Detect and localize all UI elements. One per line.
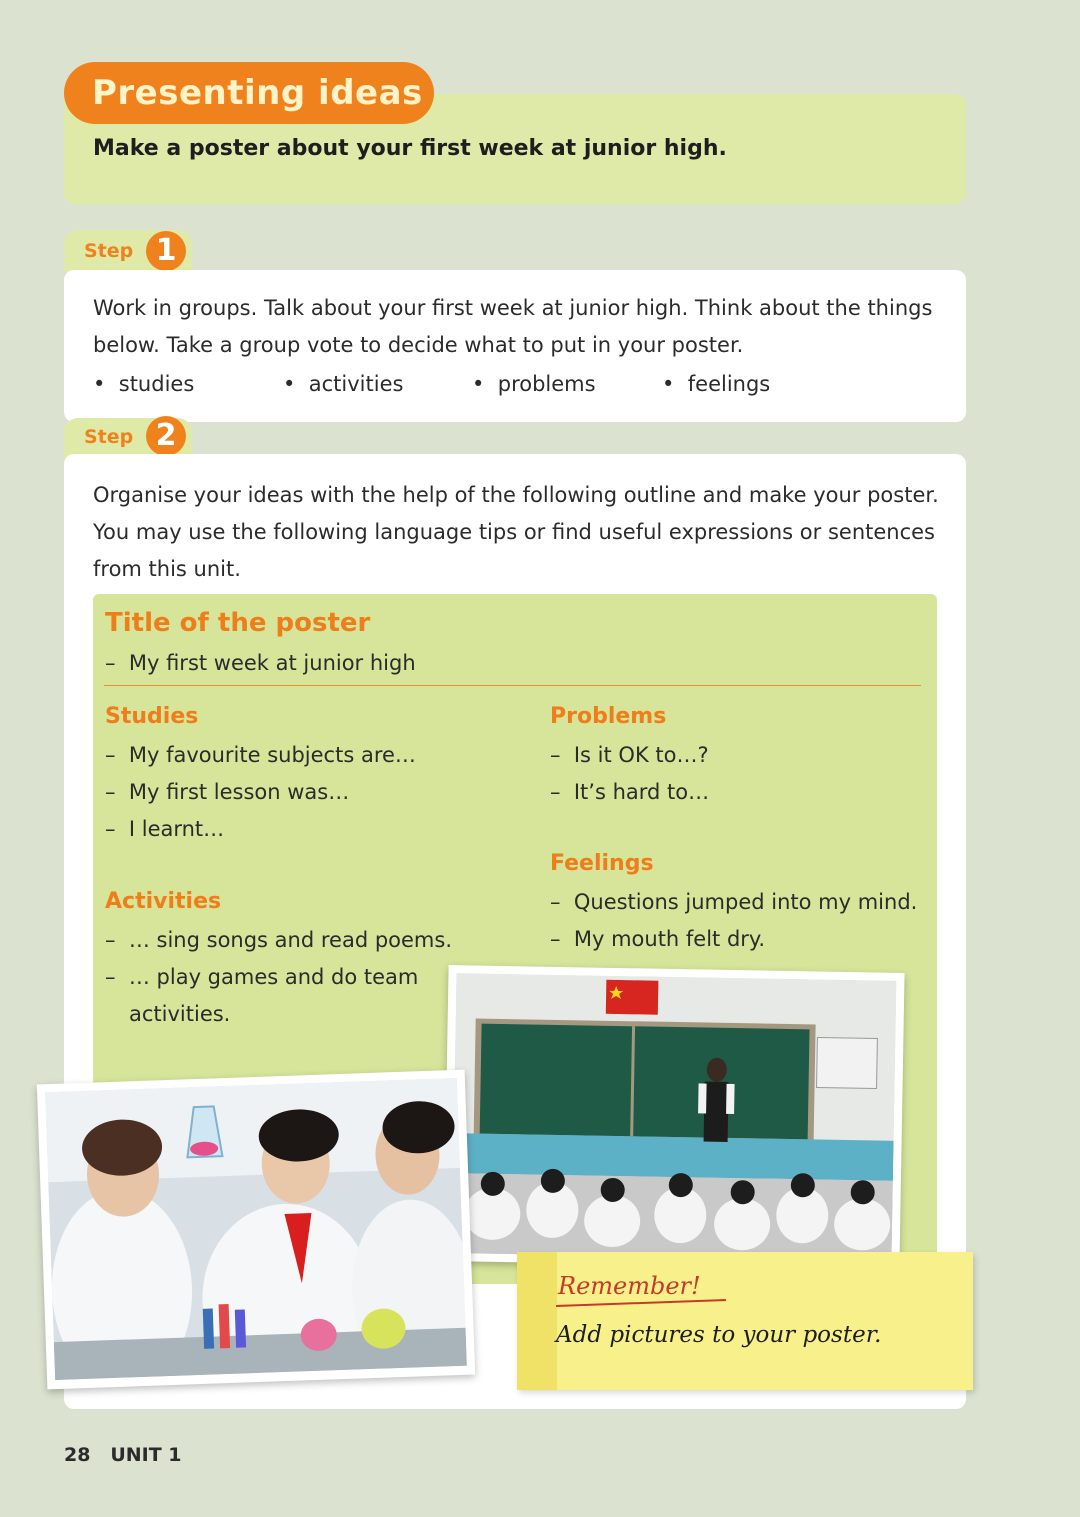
bullet-feelings: feelings [687,372,771,396]
classroom-illustration [452,973,897,1261]
bullet-item: • studies [93,372,195,396]
outline-divider [104,685,921,686]
reminder-text: Add pictures to your poster. [556,1322,882,1348]
list-item: – My first lesson was… [105,780,350,804]
task-instruction: Make a poster about your first week at junior high. [93,136,727,161]
bullet-item: • feelings [662,372,771,396]
list-item-continuation: activities. [129,1002,231,1026]
step1-label: Step [84,240,134,262]
list-item: – … play games and do team [105,965,419,989]
step2-label: Step [84,426,134,448]
step1-text-line2: below. Take a group vote to decide what to put in your poster. [93,333,744,357]
feelings-heading: Feelings [550,851,654,876]
step2-text-line2: You may use the following language tips or find useful expressions or sentences [93,520,935,544]
list-item: – My favourite subjects are… [105,743,416,767]
step1-number-badge: 1 [146,231,186,271]
lab-photo [37,1070,475,1390]
science-lab-illustration [45,1078,467,1380]
list-item: – I learnt… [105,817,225,841]
step2-number-badge: 2 [146,416,186,456]
studies-heading: Studies [105,704,199,729]
poster-title-item: – My first week at junior high [105,651,416,675]
bullet-item: • problems [472,372,596,396]
poster-title-heading: Title of the poster [105,608,371,638]
list-item: – My mouth felt dry. [550,927,766,951]
step1-text-line1: Work in groups. Talk about your first week at junior high. Think about the things [93,296,933,320]
step2-text-line1: Organise your ideas with the help of the following outline and make your poster. [93,483,939,507]
reminder-title: Remember! [558,1272,701,1300]
activities-heading: Activities [105,889,222,914]
section-title: Presenting ideas [64,62,434,124]
bullet-activities: activities [308,372,404,396]
reminder-note-tape [517,1252,557,1390]
bullet-item: • activities [283,372,404,396]
list-item: – … sing songs and read poems. [105,928,452,952]
list-item: – Is it OK to…? [550,743,709,767]
list-item: – Questions jumped into my mind. [550,890,918,914]
list-item: – It’s hard to… [550,780,710,804]
page-number: 28 [64,1444,91,1466]
step2-text-line3: from this unit. [93,557,241,581]
unit-label: UNIT 1 [110,1444,182,1466]
page-footer [64,1444,182,1466]
classroom-photo [443,965,904,1269]
problems-heading: Problems [550,704,667,729]
bullet-studies: studies [118,372,195,396]
bullet-problems: problems [497,372,596,396]
